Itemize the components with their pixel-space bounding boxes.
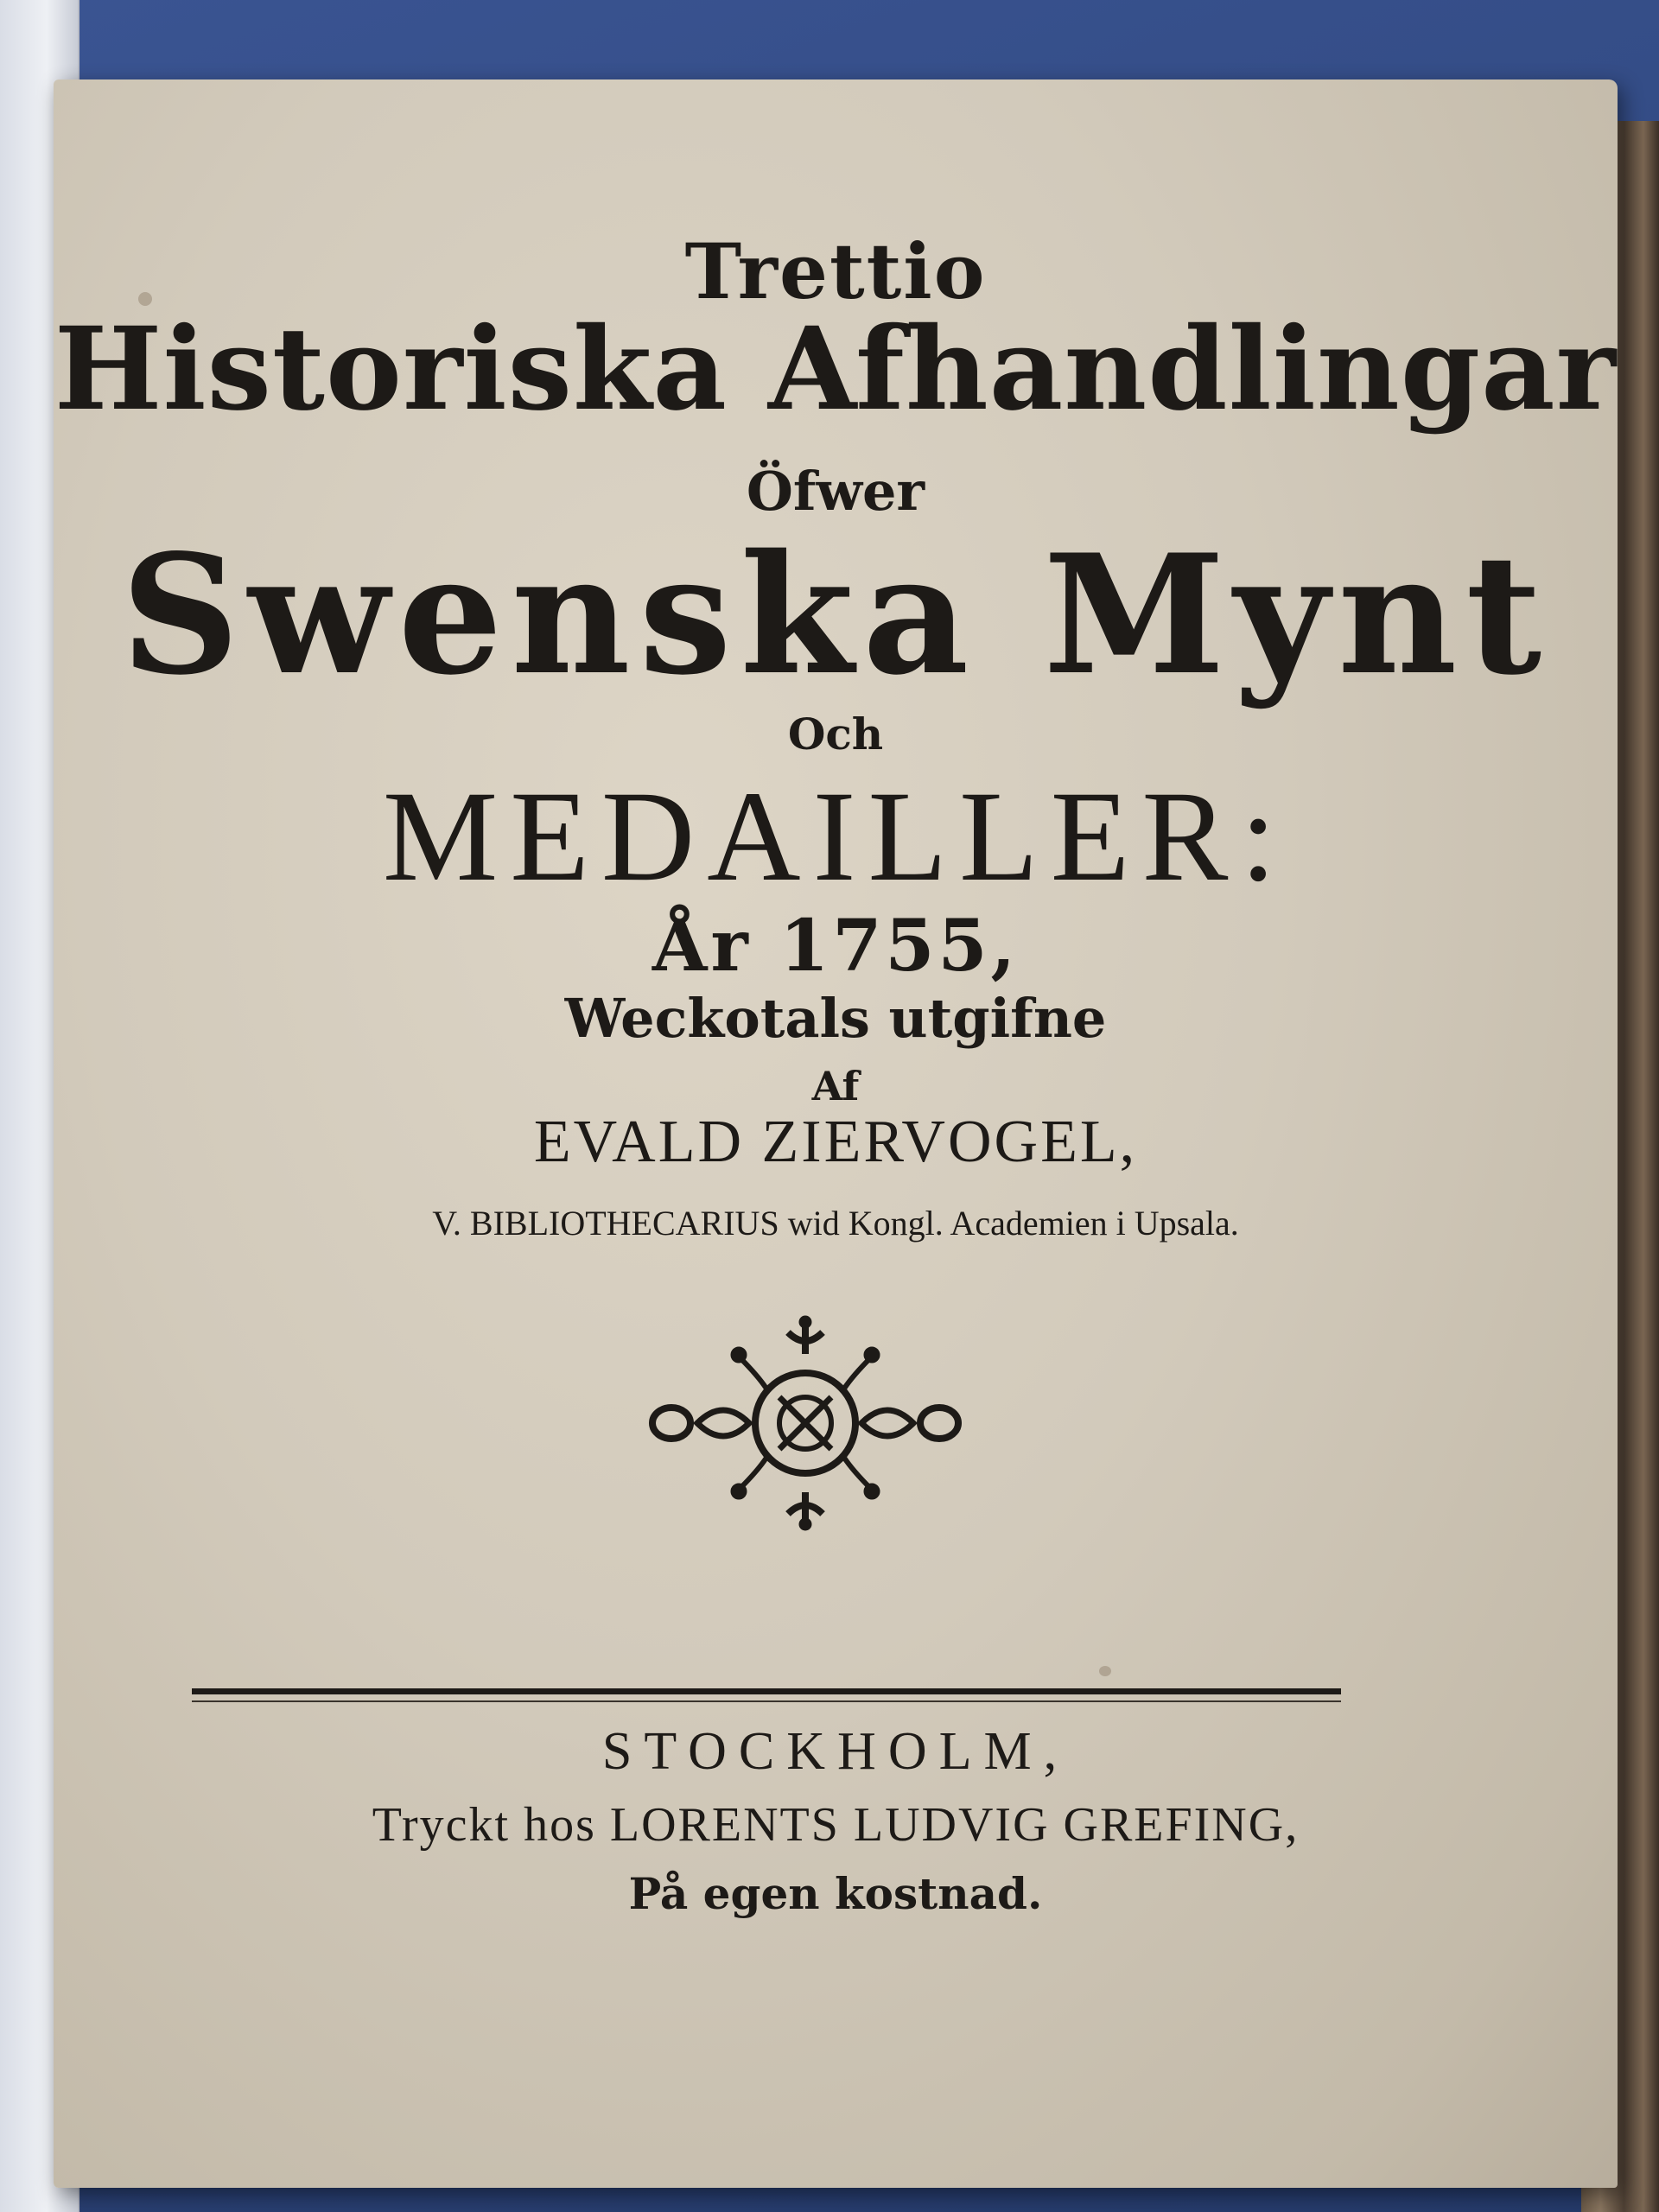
title-line-weckotals: Weckotals utgifne [564,987,1107,1050]
author-name: EVALD ZIERVOGEL, [533,1109,1138,1175]
title-line-af: Af [811,1063,860,1109]
imprint-place: STOCKHOLM, [601,1722,1070,1781]
title-line-year: År 1755, [652,905,1020,988]
horizontal-rule-thin [192,1700,1341,1702]
horizontal-rule [192,1688,1341,1694]
title-line-swenska-mynt: Swenska Mynt [120,518,1551,711]
fleuron-ornament-icon [637,1315,974,1531]
imprint-printer: Tryckt hos LORENTS LUDVIG GREFING, [372,1798,1300,1852]
title-line-medailler: MEDAILLER: [382,765,1289,908]
paper-stain [1099,1666,1111,1676]
title-line-och: Och [787,709,884,760]
title-line-historiska: Historiska Afhandlingar [54,302,1618,436]
imprint-cost: På egen kostnad. [628,1868,1043,1919]
title-page [54,79,1618,2188]
author-title: V. BIBLIOTHECARIUS wid Kongl. Academien i Upsala. [432,1204,1239,1243]
title-line-ofwer: Öfwer [746,460,925,523]
title-line-trettio: Trettio [684,226,987,316]
